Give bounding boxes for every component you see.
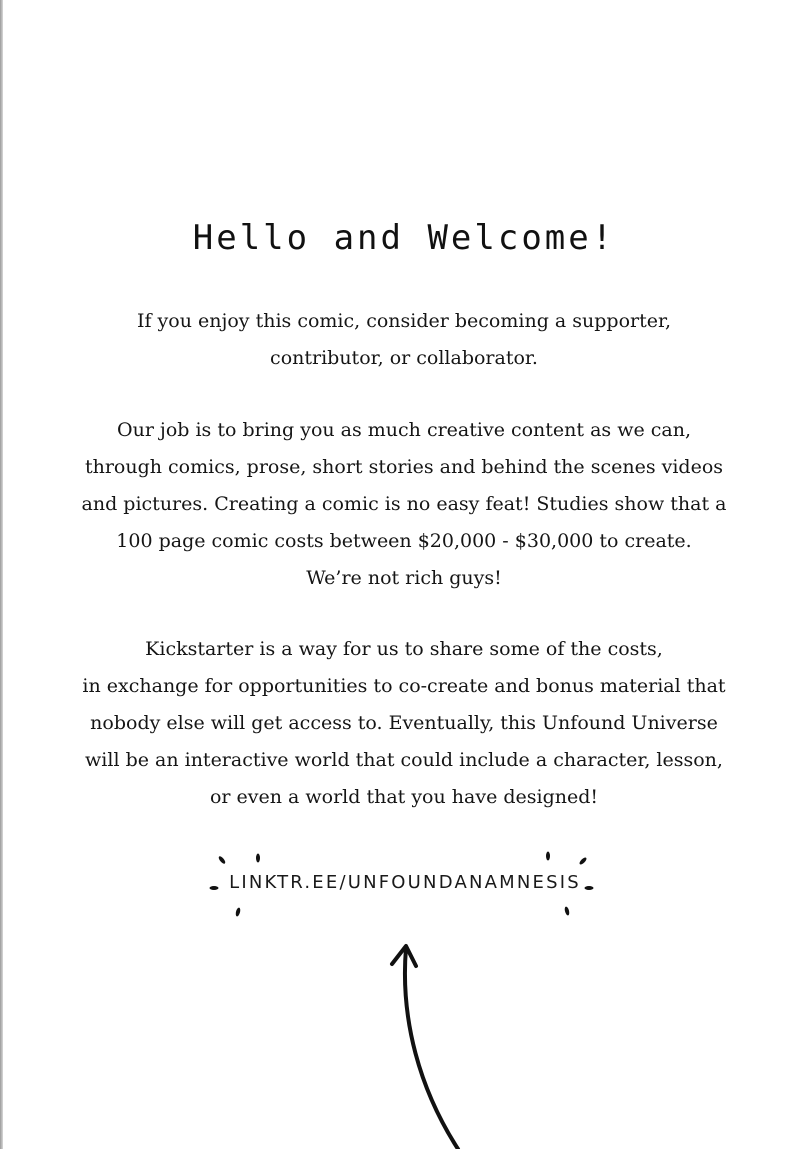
kickstarter-paragraph <box>0 631 800 816</box>
intro-paragraph <box>0 303 800 377</box>
page-title: Hello and Welcome! <box>192 218 616 258</box>
job-paragraph <box>0 412 800 597</box>
link-block <box>200 848 610 928</box>
job-line: Our job is to bring you as much creative content as we can, <box>117 419 691 441</box>
job-line: We’re not rich guys! <box>306 567 502 589</box>
intro-line: If you enjoy this comic, consider becoming a supporter, <box>136 310 672 332</box>
kickstarter-line: nobody else will get access to. Eventually, this Unfound Universe <box>90 712 718 734</box>
job-line: through comics, prose, short stories and behind the scenes videos <box>84 456 724 478</box>
job-line: and pictures. Creating a comic is no easy feat! Studies show that a <box>81 493 727 515</box>
arrow-up-icon <box>370 940 480 1149</box>
job-line: 100 page comic costs between $20,000 - $30,000 to create. <box>116 530 692 552</box>
kickstarter-line: or even a world that you have designed! <box>209 786 599 808</box>
kickstarter-line: Kickstarter is a way for us to share some of the costs, <box>145 638 663 660</box>
linktree-link[interactable]: LINKTR.EE/UNFOUNDANAMNESIS <box>229 872 581 893</box>
kickstarter-line: in exchange for opportunities to co-create and bonus material that <box>82 675 726 697</box>
intro-line: contributor, or collaborator. <box>270 347 538 369</box>
kickstarter-line: will be an interactive world that could include a character, lesson, <box>85 749 723 771</box>
